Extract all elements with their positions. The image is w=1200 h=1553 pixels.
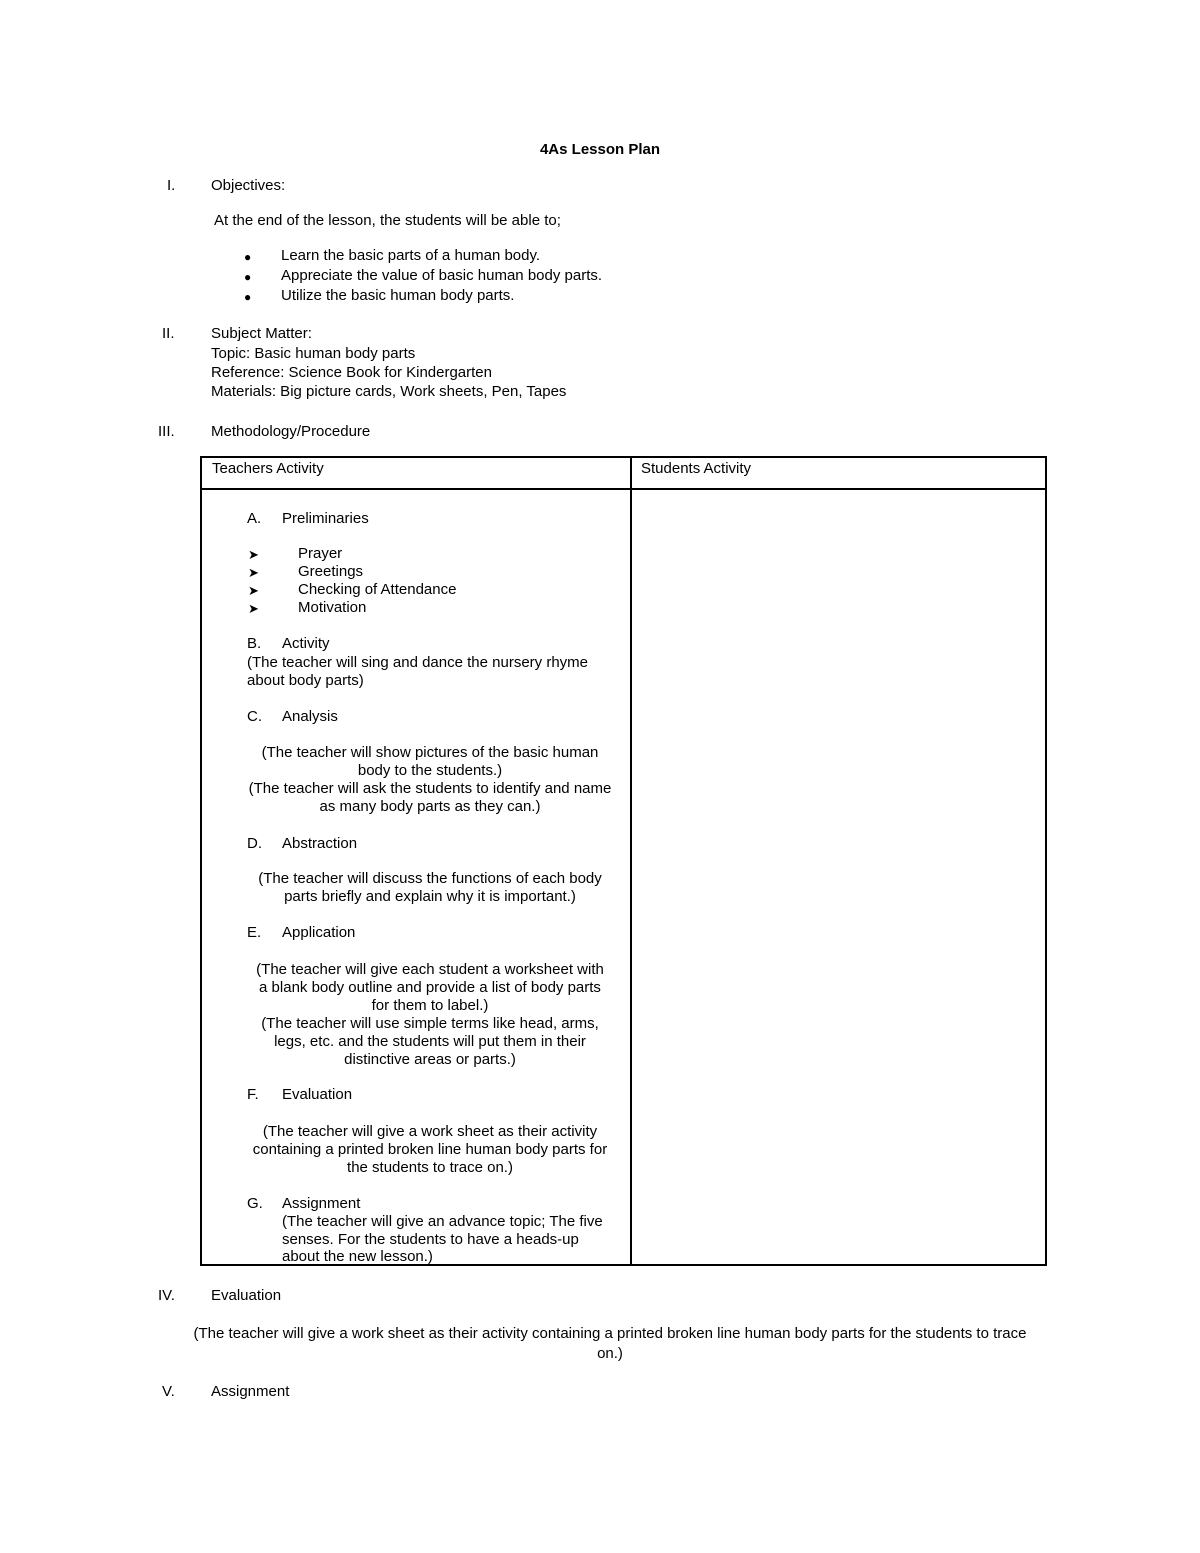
section-numeral-objectives: I. bbox=[167, 177, 176, 194]
step-text: (The teacher will ask the students to identify and name bbox=[248, 780, 612, 797]
step-text: (The teacher will give each student a worksheet with bbox=[256, 961, 604, 978]
bullet-icon: ● bbox=[244, 250, 252, 264]
bullet-icon: ● bbox=[244, 270, 252, 284]
step-text: (The teacher will discuss the functions of each body bbox=[258, 870, 602, 887]
step-text: about body parts) bbox=[247, 672, 364, 689]
section-numeral-evaluation: IV. bbox=[158, 1287, 175, 1304]
section-numeral-subject-matter: II. bbox=[162, 325, 175, 342]
arrow-bullet-icon: ➤ bbox=[248, 547, 259, 562]
preliminary-item: Checking of Attendance bbox=[298, 581, 457, 598]
step-text: parts briefly and explain why it is important.) bbox=[284, 888, 576, 905]
procedure-table bbox=[200, 456, 1047, 1266]
arrow-bullet-icon: ➤ bbox=[248, 583, 259, 598]
arrow-bullet-icon: ➤ bbox=[248, 601, 259, 616]
evaluation-text: (The teacher will give a work sheet as their activity containing a printed broken line human body parts for the students to trace bbox=[193, 1325, 1027, 1342]
column-header-teachers-activity: Teachers Activity bbox=[212, 460, 324, 477]
step-letter-f: F. bbox=[247, 1086, 259, 1103]
objectives-heading: Objectives: bbox=[211, 177, 286, 194]
methodology-heading: Methodology/Procedure bbox=[211, 423, 371, 440]
objectives-intro: At the end of the lesson, the students will be able to; bbox=[214, 212, 561, 229]
subject-materials: Materials: Big picture cards, Work sheets, Pen, Tapes bbox=[211, 383, 567, 400]
step-text: body to the students.) bbox=[357, 762, 503, 779]
step-label-preliminaries: Preliminaries bbox=[282, 510, 369, 527]
column-header-students-activity: Students Activity bbox=[641, 460, 752, 477]
step-text: (The teacher will show pictures of the basic human bbox=[261, 744, 599, 761]
step-text: for them to label.) bbox=[371, 997, 489, 1014]
step-text: the students to trace on.) bbox=[347, 1159, 513, 1176]
assignment-heading: Assignment bbox=[211, 1383, 290, 1400]
step-letter-b: B. bbox=[247, 635, 262, 652]
step-letter-e: E. bbox=[247, 924, 262, 941]
arrow-bullet-icon: ➤ bbox=[248, 565, 259, 580]
step-letter-d: D. bbox=[247, 835, 262, 852]
step-text: (The teacher will give an advance topic; The five bbox=[282, 1213, 603, 1230]
step-text: containing a printed broken line human body parts for bbox=[252, 1141, 608, 1158]
subject-matter-heading: Subject Matter: bbox=[211, 325, 312, 342]
step-label-analysis: Analysis bbox=[282, 708, 338, 725]
step-label-assignment: Assignment bbox=[282, 1195, 361, 1212]
step-text: (The teacher will sing and dance the nursery rhyme bbox=[247, 654, 589, 671]
objective-item: Learn the basic parts of a human body. bbox=[281, 247, 541, 264]
step-letter-c: C. bbox=[247, 708, 262, 725]
section-numeral-assignment: V. bbox=[162, 1383, 175, 1400]
step-text: about the new lesson.) bbox=[282, 1248, 433, 1265]
step-label-application: Application bbox=[282, 924, 356, 941]
evaluation-text: on.) bbox=[597, 1345, 623, 1362]
preliminary-item: Prayer bbox=[298, 545, 343, 562]
step-label-evaluation: Evaluation bbox=[282, 1086, 353, 1103]
subject-topic: Topic: Basic human body parts bbox=[211, 345, 416, 362]
step-label-activity: Activity bbox=[282, 635, 330, 652]
step-text: legs, etc. and the students will put them in their bbox=[274, 1033, 586, 1050]
preliminary-item: Greetings bbox=[298, 563, 364, 580]
step-text: (The teacher will give a work sheet as their activity bbox=[262, 1123, 598, 1140]
step-text: senses. For the students to have a heads-up bbox=[282, 1231, 579, 1248]
evaluation-heading: Evaluation bbox=[211, 1287, 282, 1304]
section-numeral-methodology: III. bbox=[158, 423, 175, 440]
preliminary-item: Motivation bbox=[298, 599, 367, 616]
step-text: distinctive areas or parts.) bbox=[344, 1051, 516, 1068]
objective-item: Utilize the basic human body parts. bbox=[281, 287, 515, 304]
subject-reference: Reference: Science Book for Kindergarten bbox=[211, 364, 492, 381]
step-label-abstraction: Abstraction bbox=[282, 835, 358, 852]
bullet-icon: ● bbox=[244, 290, 252, 304]
step-text: a blank body outline and provide a list of body parts bbox=[259, 979, 601, 996]
page-title: 4As Lesson Plan bbox=[539, 141, 661, 158]
step-text: (The teacher will use simple terms like head, arms, bbox=[261, 1015, 599, 1032]
step-letter-g: G. bbox=[247, 1195, 263, 1212]
objective-item: Appreciate the value of basic human body parts. bbox=[281, 267, 603, 284]
students-activity-cell bbox=[632, 490, 1045, 1264]
step-letter-a: A. bbox=[247, 510, 262, 527]
step-text: as many body parts as they can.) bbox=[319, 798, 541, 815]
